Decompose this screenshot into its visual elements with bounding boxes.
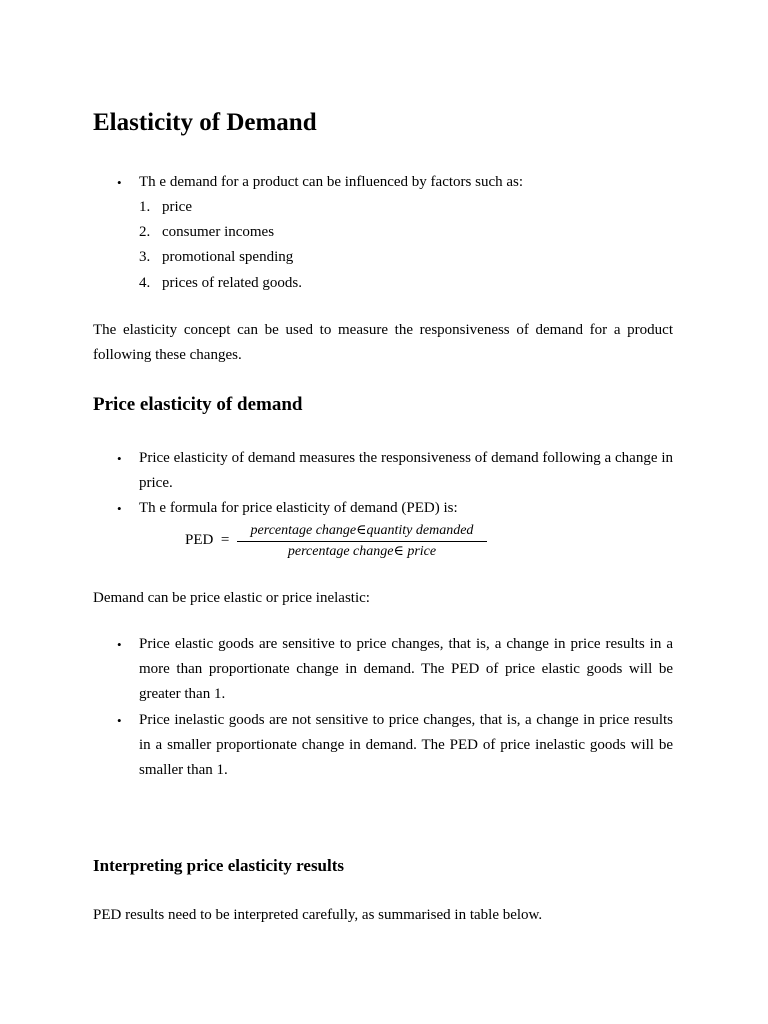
formula-ped: PED — [185, 532, 214, 548]
section-heading-ped: Price elasticity of demand — [93, 394, 303, 415]
ped-bullet-text: Price elasticity of demand measures the responsiveness of demand following a change in price. — [139, 450, 673, 491]
bullet-glyph: • — [117, 637, 122, 652]
ped-bullet — [117, 446, 673, 496]
factor-text: price — [162, 199, 192, 215]
bullet-glyph: • — [117, 451, 122, 466]
bullet-glyph: • — [117, 175, 122, 190]
elastic-bullet-text: Price elastic goods are sensitive to price changes, that is, a change in price results in a more than proportionate change in demand. The PED of price elastic goods will be greater than 1. — [139, 636, 673, 702]
inelastic-bullet — [117, 708, 673, 783]
intro-bullet — [117, 170, 673, 195]
document-title: Elasticity of Demand — [93, 109, 317, 136]
factor-text: promotional spending — [162, 249, 294, 265]
ped-bullet — [117, 496, 673, 521]
formula-numerator: percentage change∈quantity demanded — [250, 523, 474, 538]
bullet-glyph: • — [117, 713, 122, 728]
section-heading-interpreting: Interpreting price elasticity results — [93, 856, 345, 875]
demand-sentence: Demand can be price elastic or price inelastic: — [93, 590, 370, 606]
factor-item — [139, 245, 293, 270]
factor-item — [139, 220, 274, 245]
factor-text: consumer incomes — [162, 224, 275, 240]
factor-text: prices of related goods. — [162, 275, 302, 291]
factor-item — [139, 195, 192, 220]
intro-paragraph: The elasticity concept can be used to measure the responsiveness of demand for a product following these changes. — [93, 322, 673, 363]
interpret-paragraph: PED results need to be interpreted carefully, as summarised in table below. — [93, 907, 543, 923]
formula-denominator: percentage change∈ price — [287, 544, 437, 559]
factor-number: 1. — [139, 199, 151, 215]
intro-bullet-text: Th e demand for a product can be influenced by factors such as: — [139, 174, 524, 190]
ped-bullet-text: Th e formula for price elasticity of demand (PED) is: — [139, 500, 458, 516]
elastic-bullet — [117, 632, 673, 707]
factor-number: 3. — [139, 249, 151, 265]
formula-equals: = — [220, 532, 230, 548]
formula-fraction — [237, 522, 487, 561]
factor-number: 2. — [139, 224, 151, 240]
factor-item — [139, 271, 302, 296]
factor-number: 4. — [139, 275, 151, 291]
inelastic-bullet-text: Price inelastic goods are not sensitive to price changes, that is, a change in price results in a smaller proportionate change in demand. The PED of price inelastic goods will be smaller than 1. — [139, 712, 673, 778]
ped-formula — [185, 522, 505, 562]
fraction-bar — [237, 541, 487, 542]
bullet-glyph: • — [117, 501, 122, 516]
formula-label — [185, 532, 229, 549]
